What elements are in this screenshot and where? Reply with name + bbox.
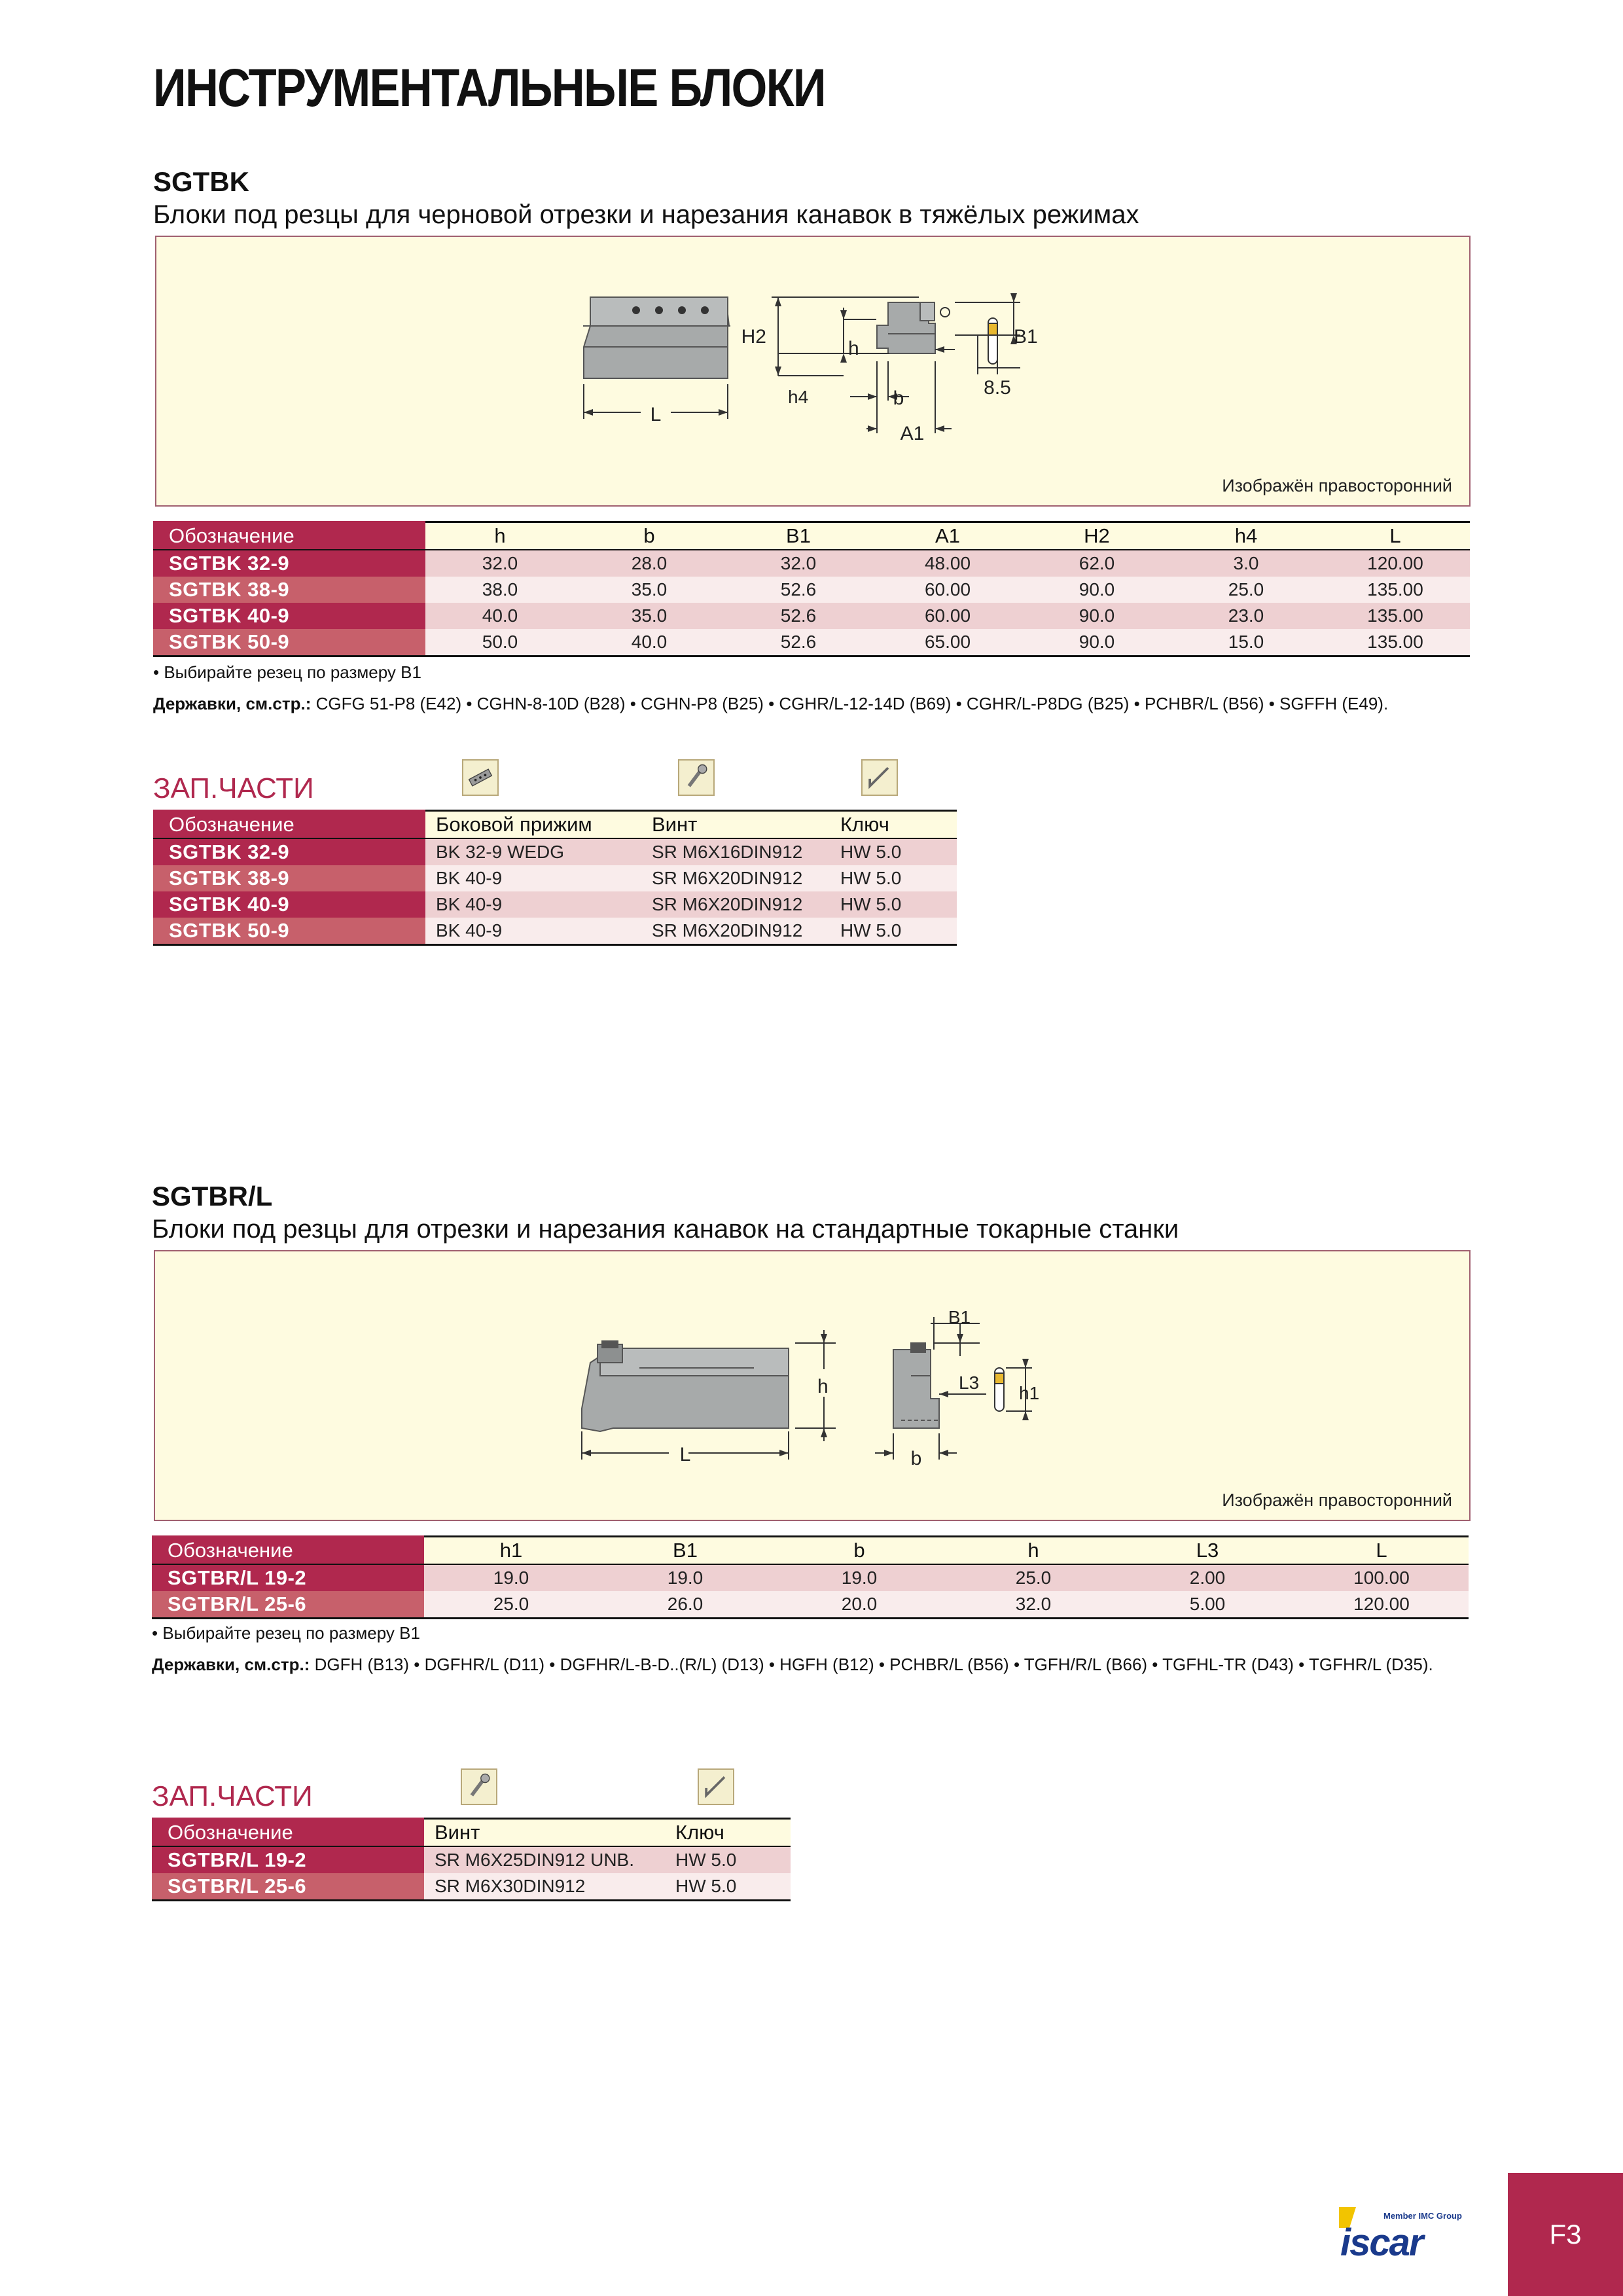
cell: 62.0: [1022, 550, 1171, 577]
dim-label-h1: h1: [1019, 1383, 1040, 1403]
dim-label-L3: L3: [959, 1372, 980, 1393]
cell: 40.0: [425, 603, 575, 629]
hex-key-icon: [861, 759, 898, 796]
hex-key-icon: [698, 1768, 734, 1805]
cell: 90.0: [1022, 577, 1171, 603]
cell: BK 40-9: [425, 865, 641, 891]
cell: 25.0: [1171, 577, 1321, 603]
table-row: [152, 1873, 791, 1901]
sgtbk-dimensions-table: [153, 521, 1470, 657]
cell-designation: SGTBK 50-9: [153, 918, 425, 945]
cell: 90.0: [1022, 603, 1171, 629]
cell: 15.0: [1171, 629, 1321, 656]
col-b: b: [772, 1537, 946, 1565]
table-row: [153, 550, 1470, 577]
table-row: [152, 1846, 791, 1873]
cell-designation: SGTBR/L 25-6: [152, 1873, 424, 1901]
table-row: [152, 1564, 1469, 1591]
cell-designation: SGTBR/L 25-6: [152, 1591, 424, 1619]
sgtbr-dimensions-table: [152, 1535, 1469, 1619]
col-L: L: [1294, 1537, 1469, 1565]
cell-designation: SGTBK 32-9: [153, 838, 425, 865]
col-screw: Винт: [424, 1819, 665, 1847]
cell-designation: SGTBR/L 19-2: [152, 1564, 424, 1591]
col-designation: Обозначение: [153, 811, 425, 839]
holders-label: Державки, см.стр.:: [153, 694, 312, 713]
cell: 100.00: [1294, 1564, 1469, 1591]
dim-label-h: h: [817, 1376, 829, 1397]
logo-brand: iscar: [1340, 2221, 1423, 2264]
cell: 19.0: [598, 1564, 772, 1591]
cell: 28.0: [575, 550, 724, 577]
diagram-panel: [154, 1250, 1471, 1521]
cell: 3.0: [1171, 550, 1321, 577]
sgtbk-spare-parts-table: [153, 810, 957, 946]
dim-label-L: L: [650, 404, 662, 425]
cell: SR M6X16DIN912: [641, 838, 830, 865]
holders-reference: [153, 691, 1462, 716]
table-row: [153, 577, 1470, 603]
cell: 50.0: [425, 629, 575, 656]
col-designation: Обозначение: [153, 522, 425, 550]
dim-label-A1: A1: [900, 423, 925, 444]
cell: 32.0: [724, 550, 873, 577]
cell-designation: SGTBK 38-9: [153, 577, 425, 603]
cell: 40.0: [575, 629, 724, 656]
cell: 120.00: [1294, 1591, 1469, 1619]
panel-note: Изображён правосторонний: [1222, 476, 1452, 495]
section-code: SGTBR/L: [152, 1181, 273, 1211]
col-H2: H2: [1022, 522, 1171, 550]
cell: 35.0: [575, 577, 724, 603]
col-designation: Обозначение: [152, 1819, 424, 1847]
cell: 35.0: [575, 603, 724, 629]
table-row: [153, 629, 1470, 656]
cell: 60.00: [873, 603, 1022, 629]
col-b: b: [575, 522, 724, 550]
table-row: [153, 891, 957, 918]
logo-member-text: Member IMC Group: [1383, 2211, 1462, 2221]
cell: 48.00: [873, 550, 1022, 577]
table-row: [152, 1591, 1469, 1619]
screw-icon: [461, 1768, 497, 1805]
cell: 5.00: [1120, 1591, 1294, 1619]
cell: 2.00: [1120, 1564, 1294, 1591]
page-title: ИНСТРУМЕНТАЛЬНЫЕ БЛОКИ: [153, 58, 825, 118]
cell: 90.0: [1022, 629, 1171, 656]
cell: HW 5.0: [665, 1846, 791, 1873]
sgtbr-spare-parts-table: [152, 1818, 791, 1901]
col-B1: B1: [598, 1537, 772, 1565]
iscar-logo: [1336, 2199, 1474, 2265]
cell: 135.00: [1321, 629, 1470, 656]
cell: 32.0: [946, 1591, 1120, 1619]
holders-label: Державки, см.стр.:: [152, 1655, 310, 1674]
cell: 52.6: [724, 629, 873, 656]
col-key: Ключ: [665, 1819, 791, 1847]
cell: 38.0: [425, 577, 575, 603]
table-row: [153, 603, 1470, 629]
cell: 19.0: [772, 1564, 946, 1591]
col-h: h: [946, 1537, 1120, 1565]
col-screw: Винт: [641, 811, 830, 839]
table-row: [153, 918, 957, 945]
section-code: SGTBK: [153, 166, 249, 197]
cell: 20.0: [772, 1591, 946, 1619]
holders-reference: [152, 1652, 1461, 1677]
cell: BK 40-9: [425, 918, 641, 945]
cell: SR M6X20DIN912: [641, 865, 830, 891]
col-B1: B1: [724, 522, 873, 550]
dim-label-h: h: [848, 338, 859, 359]
cell: HW 5.0: [830, 838, 957, 865]
cell: SR M6X30DIN912: [424, 1873, 665, 1901]
cell: HW 5.0: [665, 1873, 791, 1901]
cell: 25.0: [946, 1564, 1120, 1591]
cell: 32.0: [425, 550, 575, 577]
spare-parts-title: ЗАП.ЧАСТИ: [153, 772, 314, 804]
cell: 19.0: [424, 1564, 598, 1591]
cell: 25.0: [424, 1591, 598, 1619]
selection-note: • Выбирайте резец по размеру B1: [152, 1623, 420, 1643]
section-subtitle: Блоки под резцы для отрезки и нарезания канавок на стандартные токарные станки: [152, 1215, 1179, 1244]
cell: SR M6X20DIN912: [641, 891, 830, 918]
dim-label-8-5: 8.5: [984, 377, 1011, 399]
col-key: Ключ: [830, 811, 957, 839]
col-A1: A1: [873, 522, 1022, 550]
col-h: h: [425, 522, 575, 550]
cell-designation: SGTBK 38-9: [153, 865, 425, 891]
clamp-icon: [462, 759, 499, 796]
cell: SR M6X25DIN912 UNB.: [424, 1846, 665, 1873]
cell: SR M6X20DIN912: [641, 918, 830, 945]
selection-note: • Выбирайте резец по размеру B1: [153, 662, 421, 682]
cell: 135.00: [1321, 603, 1470, 629]
cell: HW 5.0: [830, 865, 957, 891]
page-tab: F3: [1508, 2173, 1623, 2296]
spare-parts-title: ЗАП.ЧАСТИ: [152, 1780, 313, 1812]
cell: 23.0: [1171, 603, 1321, 629]
table-row: [153, 865, 957, 891]
col-side-clamp: Боковой прижим: [425, 811, 641, 839]
cell: 52.6: [724, 577, 873, 603]
holders-list: CGFG 51-P8 (E42) • CGHN-8-10D (B28) • CGHN-P8 (B25) • CGHR/L-12-14D (B69) • CGHR/L-P8DG (B25) • PCHBR/L (B56) • SGFFH (E49).: [315, 694, 1389, 713]
cell-designation: SGTBK 40-9: [153, 603, 425, 629]
col-L3: L3: [1120, 1537, 1294, 1565]
cell: 135.00: [1321, 577, 1470, 603]
table-row: [153, 838, 957, 865]
cell: 52.6: [724, 603, 873, 629]
sgtbr-technical-drawing: [155, 1251, 1469, 1520]
cell-designation: SGTBK 32-9: [153, 550, 425, 577]
section-subtitle: Блоки под резцы для черновой отрезки и нарезания канавок в тяжёлых режимах: [153, 200, 1139, 229]
col-h1: h1: [424, 1537, 598, 1565]
dim-label-b: b: [893, 387, 904, 409]
cell-designation: SGTBR/L 19-2: [152, 1846, 424, 1873]
dim-label-B1: B1: [948, 1307, 971, 1327]
cell: 120.00: [1321, 550, 1470, 577]
sgtbk-technical-drawing: [156, 237, 1469, 505]
cell: 60.00: [873, 577, 1022, 603]
dim-label-b: b: [910, 1448, 922, 1469]
cell: BK 32-9 WEDG: [425, 838, 641, 865]
dim-label-H2: H2: [741, 326, 766, 348]
col-L: L: [1321, 522, 1470, 550]
cell-designation: SGTBK 40-9: [153, 891, 425, 918]
cell: 26.0: [598, 1591, 772, 1619]
screw-icon: [678, 759, 715, 796]
dim-label-L: L: [679, 1444, 691, 1465]
holders-list: DGFH (B13) • DGFHR/L (D11) • DGFHR/L-B-D..(R/L) (D13) • HGFH (B12) • PCHBR/L (B56) • TGFH/R/L (B66) • TGFHL-TR (D43) • TGFHR/L (D35).: [314, 1655, 1433, 1674]
diagram-panel: [155, 236, 1471, 507]
col-h4: h4: [1171, 522, 1321, 550]
cell: HW 5.0: [830, 918, 957, 945]
dim-label-B1: B1: [1014, 326, 1038, 348]
cell: 65.00: [873, 629, 1022, 656]
cell: BK 40-9: [425, 891, 641, 918]
cell-designation: SGTBK 50-9: [153, 629, 425, 656]
col-designation: Обозначение: [152, 1537, 424, 1565]
cell: HW 5.0: [830, 891, 957, 918]
dim-label-h4: h4: [788, 387, 809, 407]
panel-note: Изображён правосторонний: [1222, 1490, 1452, 1510]
